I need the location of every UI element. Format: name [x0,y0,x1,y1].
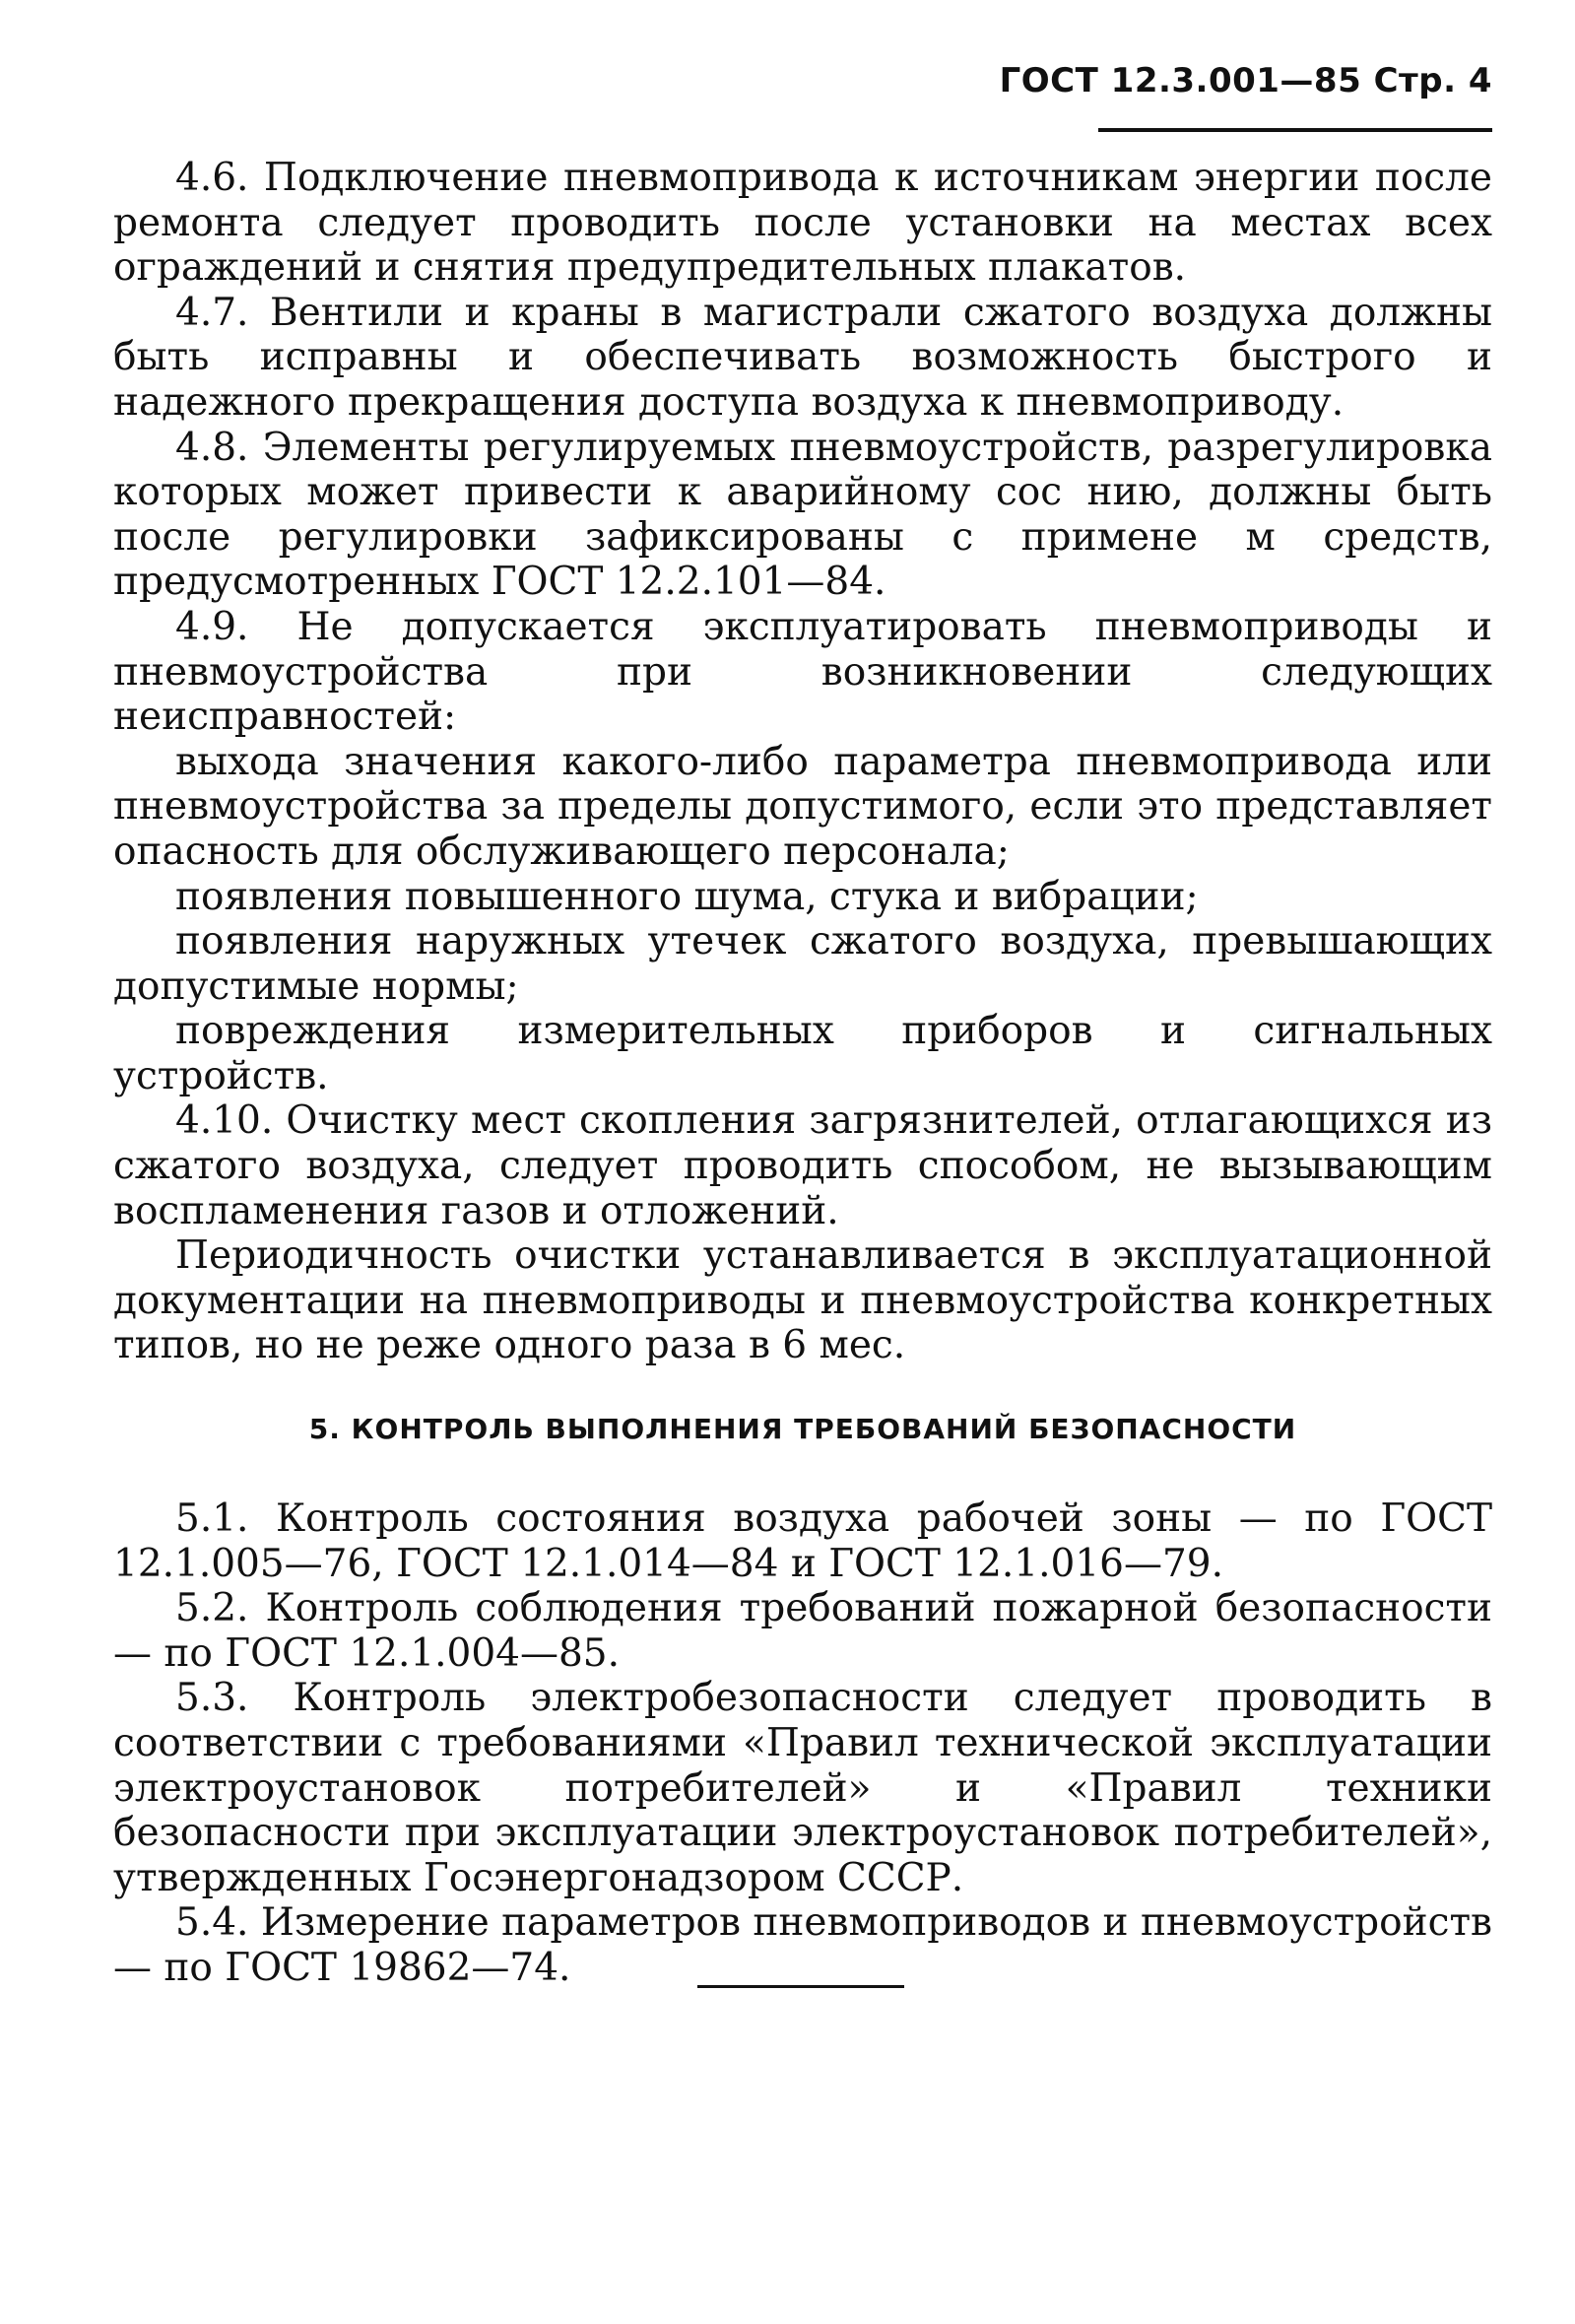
paragraph-4-10: 4.10. Очистку мест скопления загрязнителей, отлагающихся из сжатого воздуха, следует проводить способом, не вызывающим воспламенения газов и отложений. [113,1098,1492,1233]
list-item-noise-vibration: появления повышенного шума, стука и вибрации; [175,874,1199,919]
section-5-heading: 5. КОНТРОЛЬ ВЫПОЛНЕНИЯ ТРЕБОВАНИЙ БЕЗОПАСНОСТИ [308,1413,1297,1446]
list-item-instrument-damage: повреждения измерительных приборов и сигнальных устройств. [113,1009,1492,1098]
header-rule [1098,128,1492,132]
paragraph-5-1: 5.1. Контроль состояния воздуха рабочей зоны — по ГОСТ 12.1.005—76, ГОСТ 12.1.014—84 и ГОСТ 12.1.016—79. [113,1496,1492,1586]
paragraph-5-4: 5.4. Измерение параметров пневмоприводов и пневмоустройств — по ГОСТ 19862—74. [113,1900,1492,1990]
paragraph-4-9: 4.9. Не допускается эксплуатировать пневмоприводы и пневмоустройства при возникновении следующих неисправностей: [113,604,1492,740]
page-header: ГОСТ 12.3.001—85 Стр. 4 [999,61,1492,100]
end-rule [697,1985,904,1988]
list-item-parameter-out-of-range: выхода значения какого-либо параметра пневмопривода или пневмоустройства за пределы допустимого, если это представляет опасность для обслуживающего персонала; [113,739,1492,874]
document-page [113,0,1492,2324]
list-item-air-leaks: появления наружных утечек сжатого воздуха, превышающих допустимые нормы; [113,919,1492,1009]
paragraph-4-6: 4.6. Подключение пневмопривода к источникам энергии после ремонта следует проводить после установки на местах всех ограждений и снятия предупредительных плакатов. [113,156,1492,291]
paragraph-4-7: 4.7. Вентили и краны в магистрали сжатого воздуха должны быть исправны и обеспечивать возможность быстрого и надежного прекращения доступа воздуха к пневмоприводу. [113,290,1492,425]
paragraph-4-8: 4.8. Элементы регулируемых пневмоустройств, разрегулировка которых может привести к аварийному сос нию, должны быть после регулировки зафиксированы с примене м средств, предусмотренных ГОСТ 12.2.101—84. [113,425,1492,605]
document-body [113,156,1492,1991]
paragraph-cleaning-frequency: Периодичность очистки устанавливается в эксплуатационной документации на пневмоприводы и пневмоустройства конкретных типов, но не реже одного раза в 6 мес. [113,1233,1492,1368]
paragraph-5-3: 5.3. Контроль электробезопасности следует проводить в соответствии с требованиями «Правил технической эксплуатации электроустановок потребителей» и «Правил техники безопасности при эксплуатации электроустановок потребителей», утвержденных Госэнергонадзором СССР. [113,1676,1492,1900]
paragraph-5-2: 5.2. Контроль соблюдения требований пожарной безопасности — по ГОСТ 12.1.004—85. [113,1586,1492,1676]
